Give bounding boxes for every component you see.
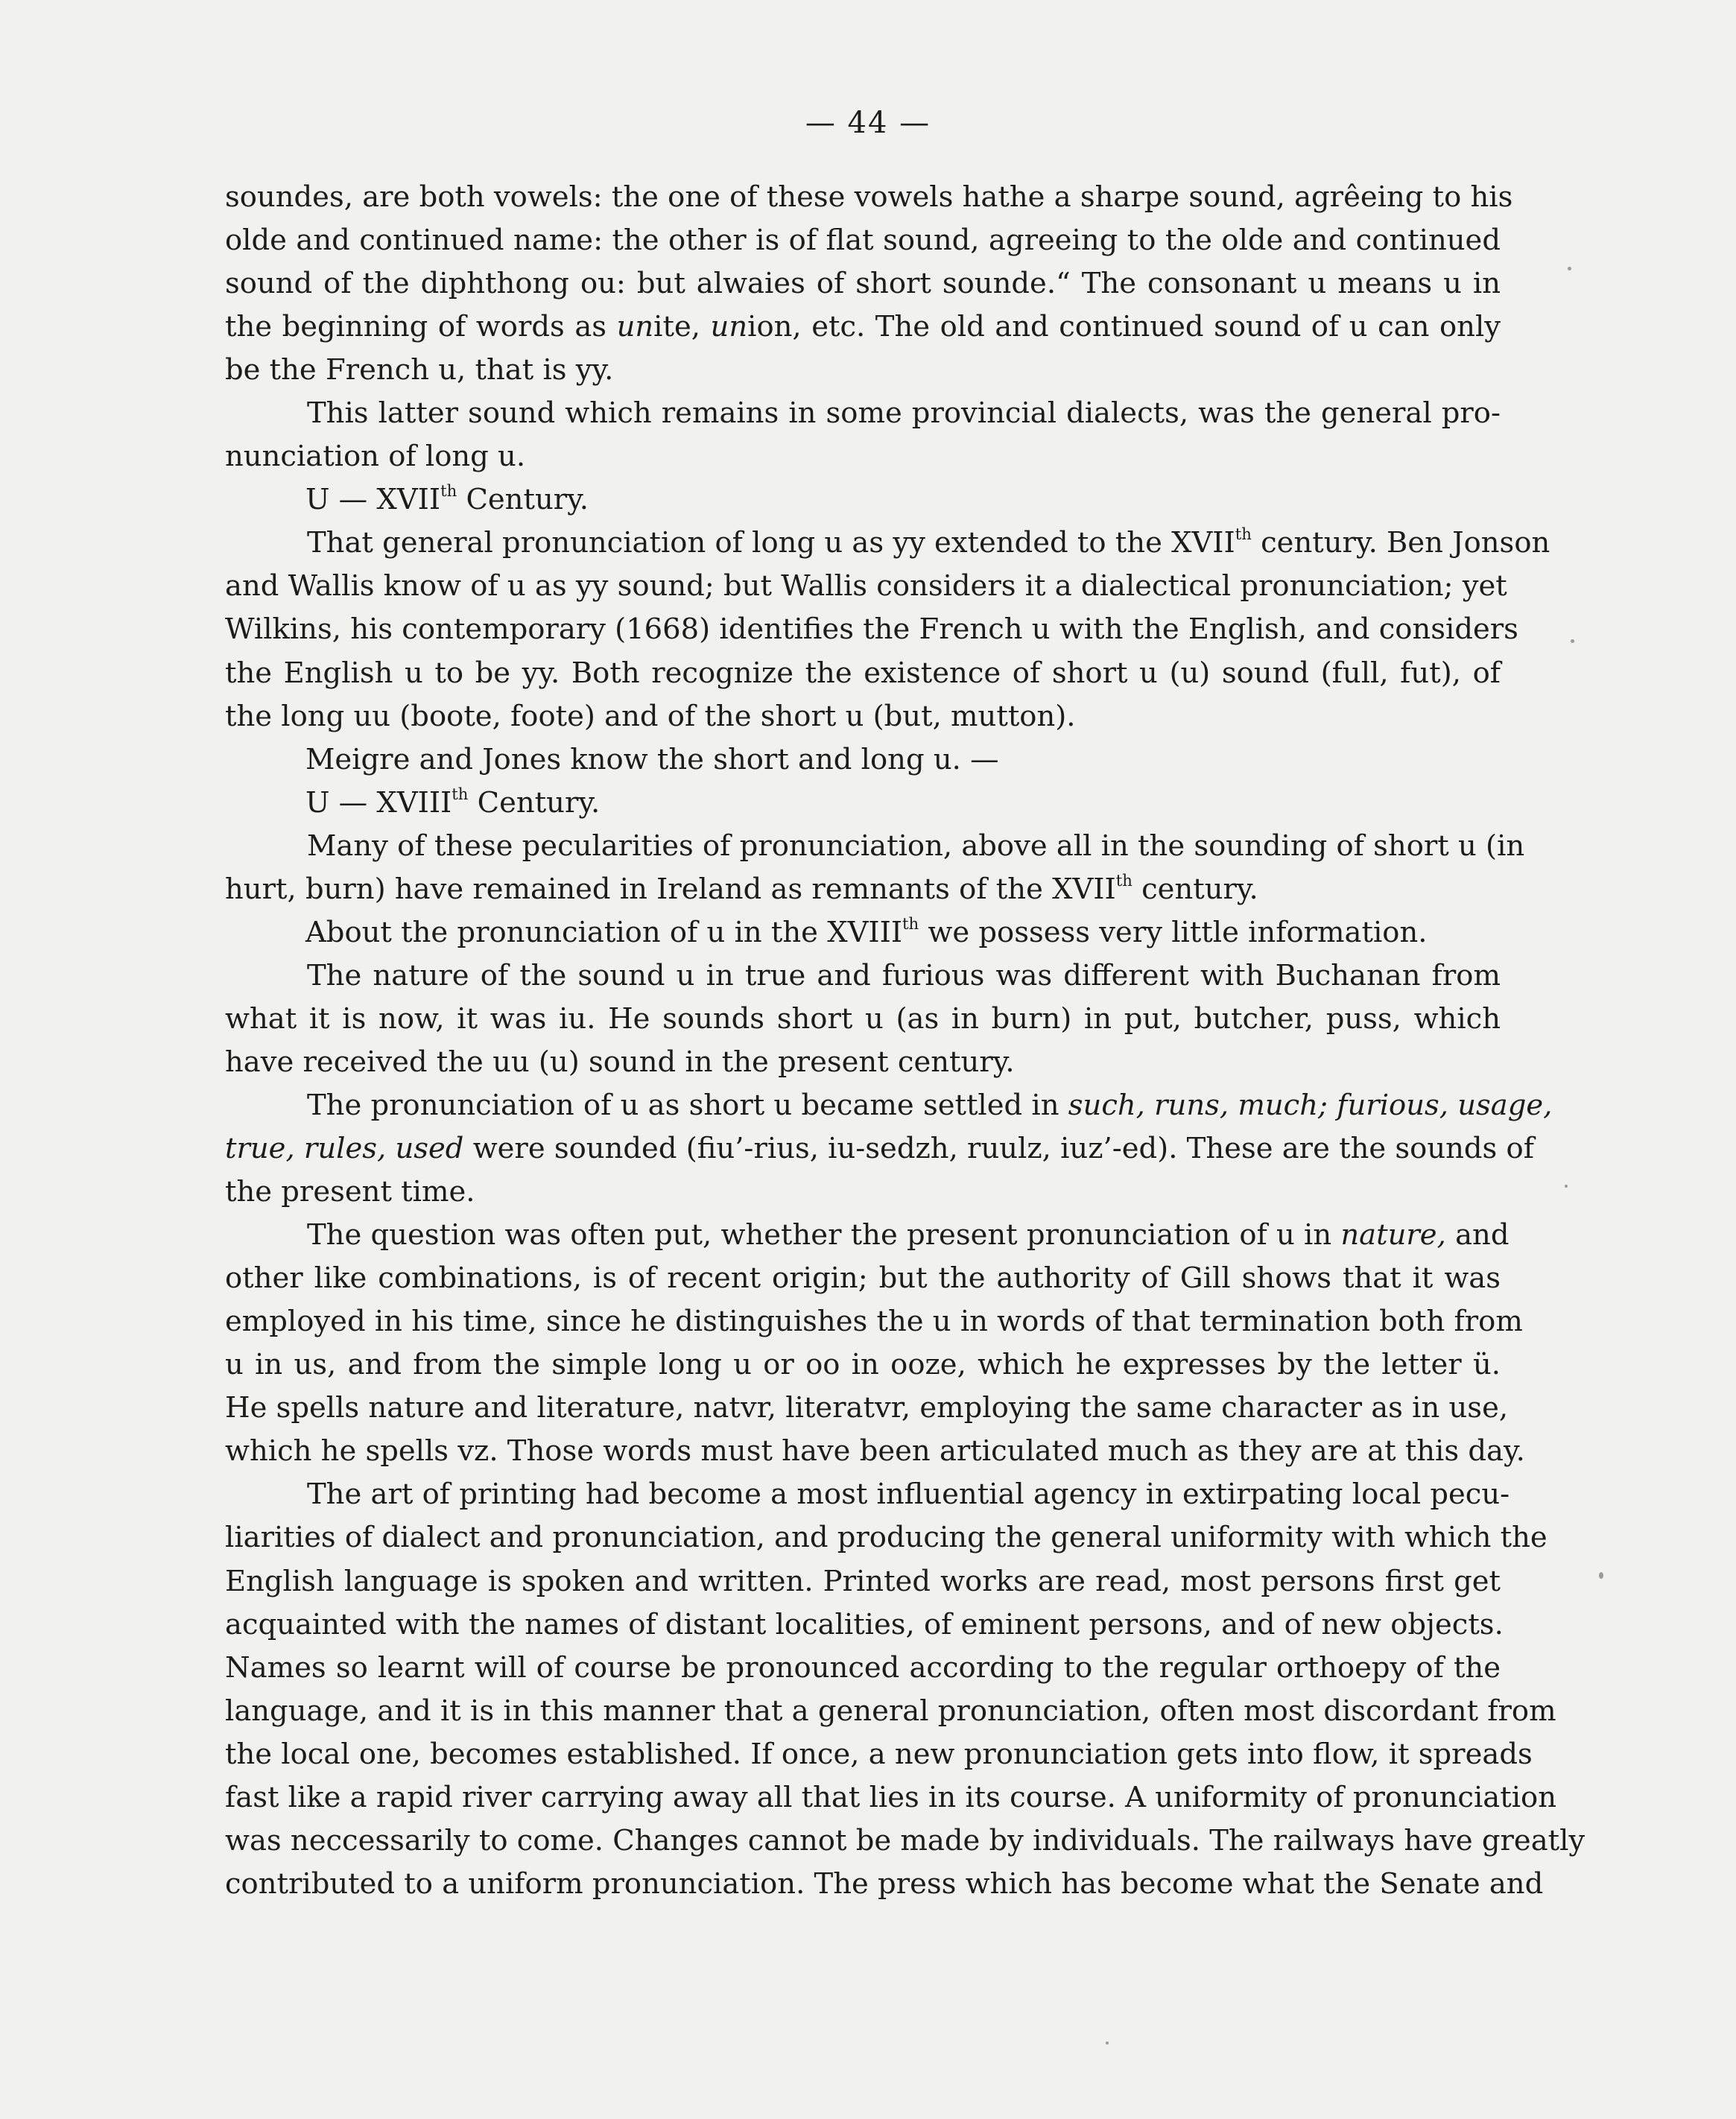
text-run: U — XVII — [305, 483, 441, 517]
text-run: About the pronunciation of u in the XVIII — [305, 915, 903, 949]
scan-speck — [1571, 639, 1574, 643]
text-run: employed in his time, since he distinguishes the u in words of that termination both from — [225, 1305, 1523, 1339]
text-line — [225, 911, 1501, 954]
text-line — [225, 392, 1501, 435]
italic-text: such, runs, much; furious, usage, — [1068, 1088, 1553, 1122]
italic-text: un — [616, 310, 654, 344]
text-line — [225, 1084, 1553, 1127]
text-line — [225, 652, 1501, 695]
superscript: th — [440, 481, 457, 501]
text-line — [225, 738, 1501, 782]
text-run: hurt, burn) have remained in Ireland as remnants of the XVII — [225, 872, 1116, 906]
text-run: English language is spoken and written. Printed works are read, most persons first get — [225, 1564, 1501, 1598]
text-run: The question was often put, whether the present pronunciation of u in — [307, 1218, 1341, 1252]
text-line — [225, 522, 1550, 565]
text-run: ion, etc. The old and continued sound of u can only — [747, 310, 1501, 344]
text-line — [225, 1430, 1525, 1473]
text-line — [225, 954, 1501, 998]
text-line — [225, 1171, 1501, 1214]
text-line — [225, 868, 1501, 911]
superscript: th — [902, 913, 919, 933]
text-run: Wilkins, his contemporary (1668) identifies the French u with the English, and considers — [225, 612, 1518, 647]
text-line — [225, 219, 1501, 262]
text-run: This latter sound which remains in some provincial dialects, was the general pro- — [307, 396, 1501, 431]
text-run: have received the uu (u) sound in the present century. — [225, 1045, 1015, 1079]
text-run: liarities of dialect and pronunciation, and producing the general uniformity with which the — [225, 1521, 1547, 1555]
text-run: The pronunciation of u as short u became settled in — [307, 1088, 1068, 1122]
text-line — [225, 1690, 1556, 1733]
text-run: what it is now, it was iu. He sounds short u (as in burn) in put, butcher, puss, which — [225, 1001, 1501, 1036]
scan-speck — [1568, 267, 1571, 270]
text-run: century. Ben Jonson — [1251, 526, 1550, 560]
text-line — [225, 1863, 1544, 1906]
text-run: we possess very little information. — [919, 915, 1428, 949]
text-line — [225, 782, 1501, 825]
scan-speck — [1599, 1572, 1603, 1579]
text-line — [225, 1516, 1547, 1559]
text-run: The art of printing had become a most influential agency in extirpating local pecu- — [307, 1477, 1510, 1512]
text-run: be the French u, that is yy. — [225, 353, 614, 387]
text-run: century. — [1132, 872, 1258, 906]
text-line — [225, 176, 1513, 219]
text-run: language, and it is in this manner that a general pronunciation, often most discordant from — [225, 1694, 1556, 1728]
text-run: Meigre and Jones know the short and long u. — — [305, 742, 999, 776]
text-run: which he spells vz. Those words must have been articulated much as they are at this day. — [225, 1434, 1525, 1469]
text-run: He spells nature and literature, natvr, literatvr, employing the same character as in use, — [225, 1391, 1509, 1425]
text-line — [225, 998, 1501, 1041]
text-line — [225, 1603, 1504, 1647]
italic-text: true, rules, used — [225, 1132, 464, 1166]
scan-speck — [1565, 1185, 1568, 1188]
text-run: U — XVIII — [305, 785, 452, 820]
text-line — [225, 1560, 1501, 1603]
text-run: olde and continued name: the other is of flat sound, agreeing to the olde and continued — [225, 224, 1501, 258]
text-line — [225, 349, 1501, 392]
text-run: other like combinations, is of recent origin; but the authority of Gill shows that it was — [225, 1261, 1501, 1296]
text-run: nunciation of long u. — [225, 440, 526, 474]
text-run: The nature of the sound u in true and furious was different with Buchanan from — [307, 958, 1501, 992]
text-line — [225, 305, 1501, 349]
text-run: were sounded (fiu’-rius, iu-sedzh, ruulz, iuz’-ed). These are the sounds of — [463, 1132, 1534, 1166]
text-line — [225, 565, 1507, 608]
text-line — [225, 1647, 1501, 1690]
text-line — [225, 1127, 1534, 1171]
italic-text: nature, — [1340, 1218, 1446, 1252]
superscript: th — [1115, 870, 1132, 890]
text-run: acquainted with the names of distant localities, of eminent persons, and of new objects. — [225, 1607, 1504, 1641]
text-line — [225, 1257, 1501, 1300]
text-run: Many of these pecularities of pronunciation, above all in the sounding of short u (in — [307, 829, 1525, 863]
italic-text: un — [710, 310, 748, 344]
text-line — [225, 1473, 1510, 1516]
text-run: Names so learnt will of course be pronounced according to the regular orthoepy of the — [225, 1650, 1501, 1685]
text-run: the beginning of words as — [225, 310, 617, 344]
text-run: was neccessarily to come. Changes cannot be made by individuals. The railways have greatly — [225, 1823, 1585, 1857]
text-run: soundes, are both vowels: the one of these vowels hathe a sharpe sound, agrêeing to his — [225, 180, 1513, 214]
superscript: th — [1235, 525, 1252, 544]
text-run: sound of the diphthong ou: but alwaies of short sounde.“ The consonant u means u in — [225, 267, 1501, 301]
text-line — [225, 478, 1501, 522]
text-line — [225, 1387, 1509, 1430]
text-line — [225, 825, 1525, 868]
text-run: fast like a rapid river carrying away all that lies in its course. A uniformity of pronunciation — [225, 1780, 1557, 1814]
text-line — [225, 695, 1501, 738]
scan-speck — [1106, 2042, 1109, 2044]
text-line — [225, 1041, 1501, 1084]
text-run: the English u to be yy. Both recognize the existence of short u (u) sound (full, fut), of — [225, 656, 1501, 690]
text-line — [225, 1214, 1510, 1257]
superscript: th — [452, 784, 469, 803]
text-line — [225, 1343, 1501, 1387]
text-run: and Wallis know of u as yy sound; but Wallis considers it a dialectical pronunciation; yet — [225, 569, 1507, 604]
text-run: Century. — [457, 483, 589, 517]
text-run: and — [1445, 1218, 1510, 1252]
text-run: u in us, and from the simple long u or oo in ooze, which he expresses by the letter ü. — [225, 1348, 1501, 1382]
text-line — [225, 1733, 1533, 1776]
body-text — [225, 176, 1585, 1906]
text-run: Century. — [468, 785, 601, 820]
text-line — [225, 262, 1501, 305]
text-run: the present time. — [225, 1175, 475, 1209]
text-line — [225, 1819, 1585, 1863]
page-number: — 44 — — [805, 106, 931, 140]
text-line — [225, 608, 1518, 651]
text-run: the local one, becomes established. If once, a new pronunciation gets into flow, it spreads — [225, 1737, 1533, 1771]
text-run: contributed to a uniform pronunciation. The press which has become what the Senate and — [225, 1866, 1544, 1901]
text-run: ite, — [653, 310, 711, 344]
text-run: the long uu (boote, foote) and of the short u (but, mutton). — [225, 699, 1076, 733]
text-line — [225, 1776, 1557, 1819]
text-line — [225, 435, 1501, 478]
text-line — [225, 1300, 1523, 1343]
text-run: That general pronunciation of long u as yy extended to the XVII — [307, 526, 1235, 560]
